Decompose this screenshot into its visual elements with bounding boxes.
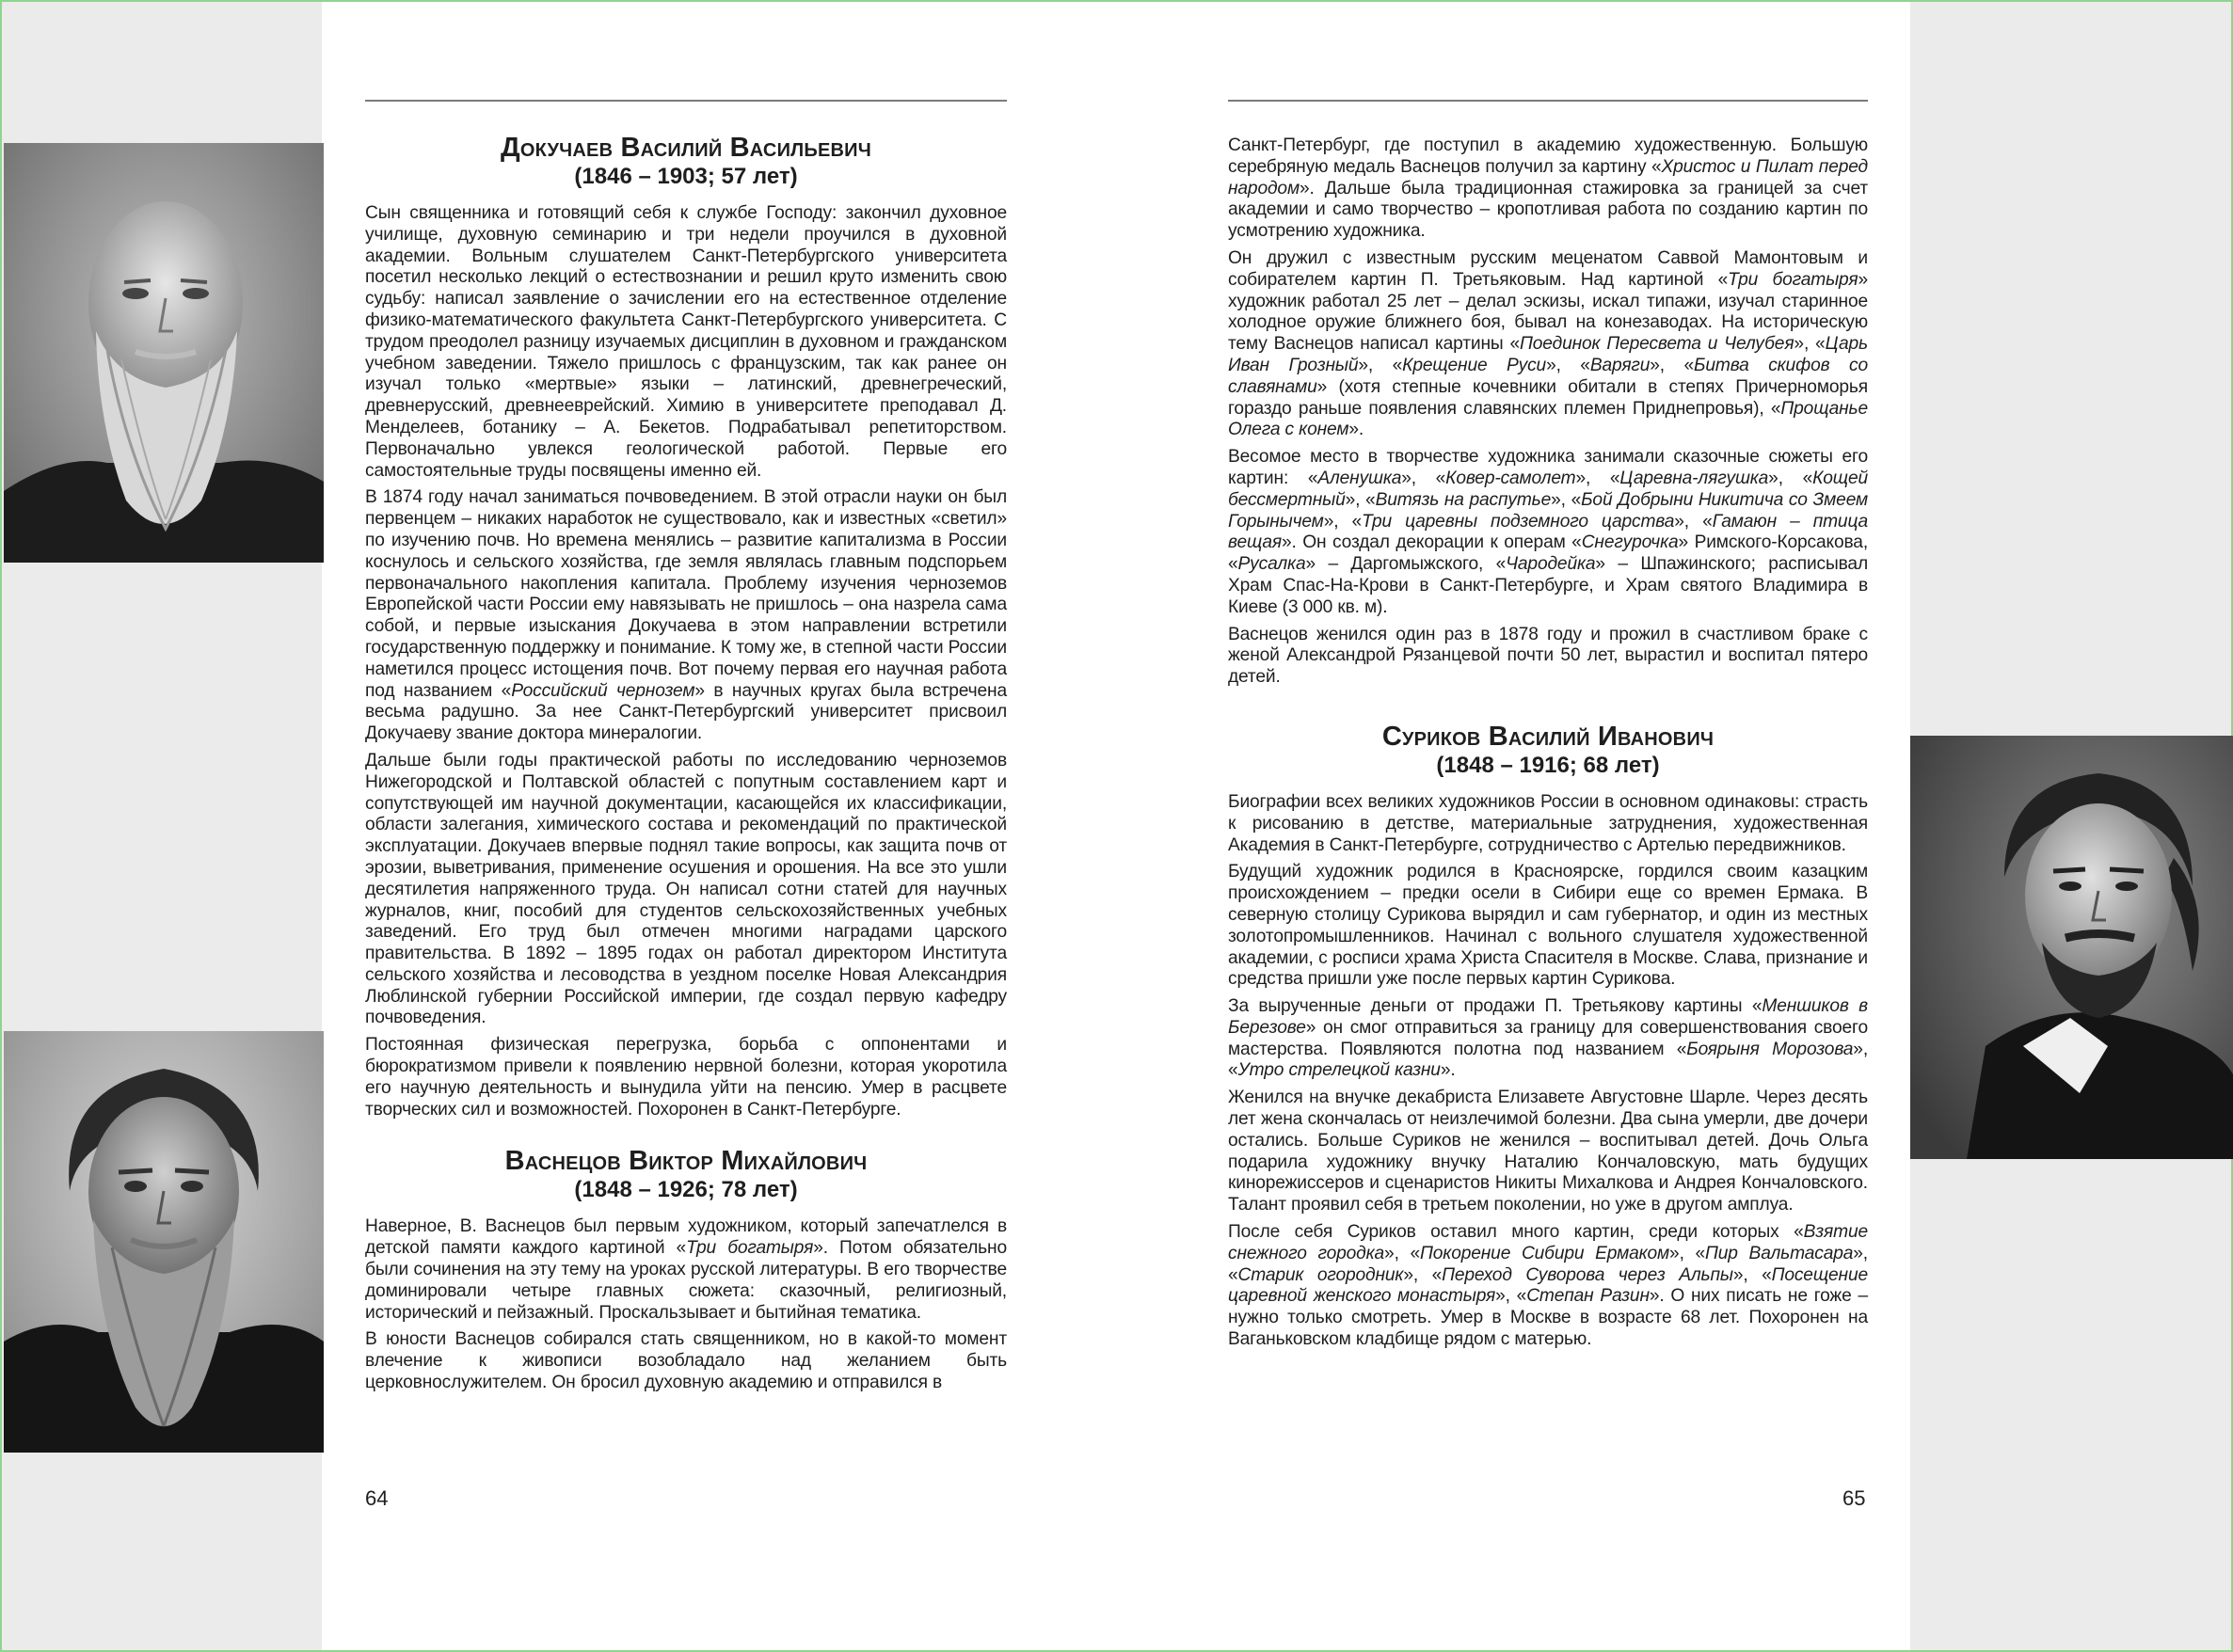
- paragraph: [1228, 862, 1868, 991]
- text-run: В 1874 году начал заниматься почвоведением. В этой отрасли науки он был первенцем – никаких наработок не существовало, как и известных «светил» по изучению почв. Но времена менялись – развитие капитализма в России коснулось и сельского хозяйства, где земля являлась главным подспорьем первоначального накопления капитала. Проблему изучения черноземов Европейской части России ему навязывать не пришлось – она назрела сама собой, и первые изыскания Докучаева в этом направлении встретили государственную поддержку и понимание. К тому же, в степной части России наметился процесс истощения почв. Вот почему первая его научная работа под названием «: [365, 487, 1007, 701]
- left-header-rule: [365, 100, 1007, 102]
- paragraph: [1228, 996, 1868, 1082]
- artwork-title: Витязь на распутье: [1375, 489, 1552, 510]
- surikov-name: Суриков Василий Иванович: [1381, 721, 1715, 752]
- text-run: », «: [1546, 355, 1590, 375]
- paragraph: [1228, 1088, 1868, 1216]
- text-run: Будущий художник родился в Красноярске, гордился своим казацким происхождением – предки осели в Сибири еще со времен Ермака. В северную столицу Сурикова вырядил и сам губернатор, и один из местных золотопромышленников. Начинал с вольного слушателя художественной академии, с росписи храма Христа Спасителя в Москве. Слава, признание и средства пришли уже после первых картин Сурикова.: [1228, 862, 1868, 990]
- artwork-title: Бой Добрыни Никитича со Змеем Горынычем: [1228, 489, 1869, 532]
- paragraph: [1228, 447, 1868, 618]
- artwork-title: Гамаюн – птица вещая: [1228, 511, 1869, 553]
- artwork-title: Христос и Пилат перед народом: [1228, 156, 1869, 199]
- left-column: [365, 132, 1007, 1400]
- artwork-title: Аленушка: [1317, 468, 1402, 488]
- artwork-title: Посещение царевной женского монастыря: [1228, 1264, 1868, 1307]
- text-run: », «: [1650, 355, 1695, 375]
- paragraph: [1228, 248, 1868, 441]
- artwork-title: Чародейка: [1506, 554, 1596, 575]
- text-run: », «: [1403, 1264, 1443, 1285]
- text-run: » художник работал 25 лет – делал эскизы, искал типажи, изучал старинное холодное оружие ближнего боя, бывал на конезаводах. На историческую тему Васнецов написал картины «: [1228, 269, 1868, 355]
- paragraph: [365, 487, 1007, 745]
- artwork-title: Три богатыря: [1728, 269, 1858, 290]
- text-run: », «: [1794, 334, 1826, 355]
- text-run: » Римского-Корсакова, «: [1228, 532, 1869, 575]
- right-column: [1228, 135, 1868, 1357]
- text-run: », «: [1345, 489, 1376, 510]
- right-header-rule: [1228, 100, 1868, 102]
- vasnetsov-heading: [365, 1145, 1007, 1203]
- artwork-title: Варяги: [1589, 355, 1651, 375]
- text-run: Постоянная физическая перегрузка, борьба с оппонентами и бюрократизмом привели к появлению нервной болезни, которая укоротила его научную деятельность и вынудила уйти на пенсию. Умер в расцвете творческих сил и возможностей. Похоронен в Санкт-Петербурге.: [365, 1035, 1007, 1120]
- text-run: », «: [1495, 1286, 1527, 1307]
- artwork-title: Степан Разин: [1526, 1286, 1650, 1307]
- text-run: ». Потом обязательно были сочинения на эту тему на уроках русской литературы. В его творчестве доминировали четыре главных сюжета: сказочный, религиозный, исторический и пейзажный. Проскальзывает и бытийная тематика.: [365, 1238, 1007, 1323]
- artwork-title: Снегурочка: [1581, 532, 1679, 553]
- artwork-title: Русалка: [1237, 554, 1306, 575]
- dokuchaev-heading: [365, 132, 1007, 190]
- vasnetsov-name: Васнецов Виктор Михайлович: [504, 1146, 868, 1177]
- text-run: Дальше были годы практической работы по исследованию черноземов Нижегородской и Полтавской областей с попутным составлением карт и сопутствующей им научной документации, касающейся их классификации, области залегания, химического состава и рекомендаций по практической эксплуатации. Докучаев впервые поднял такие вопросы, как защита почв от эрозии, выветривания, применение осушения и орошения. На все это ушли десятилетия напряженного труда. Он написал сотни статей для научных журналов, книг, пособий для студентов сельскохозяйственных учебных заведений. Его труд был отмечен многими наградами царского правительства. В 1892 – 1895 годах он работал директором Института сельского хозяйства и лесоводства в уездном поселке Новая Александрия Люблинской губернии Российской империи, где создал первую кафедру почвоведения.: [365, 750, 1007, 1028]
- text-run: В юности Васнецов собирался стать священником, но в какой-то момент влечение к живописи возобладало над желанием быть церковнослужителем. Он бросил духовную академию и отправился в: [365, 1329, 1007, 1393]
- dokuchaev-text: [365, 203, 1007, 1120]
- surikov-heading: [1228, 721, 1868, 779]
- text-run: ».: [1348, 420, 1364, 440]
- artwork-title: Утро стрелецкой казни: [1237, 1060, 1441, 1081]
- text-run: Санкт-Петербург, где поступил в академию художественную. Большую серебряную медаль Васнецов получил за картину «: [1228, 135, 1868, 177]
- text-run: ». Он создал декорации к операм «: [1281, 532, 1582, 553]
- artwork-title: Кощей бессмертный: [1228, 468, 1868, 510]
- paragraph: [1228, 625, 1868, 689]
- paragraph: [1228, 135, 1868, 243]
- text-run: », «: [1358, 355, 1403, 375]
- artwork-title: Три царевны подземного царства: [1362, 511, 1675, 532]
- artwork-title: Переход Суворова через Альпы: [1442, 1264, 1733, 1285]
- text-run: », «: [1401, 468, 1446, 488]
- text-run: За вырученные деньги от продажи П. Третьякову картины «: [1228, 996, 1762, 1017]
- artwork-title: Три богатыря: [686, 1238, 814, 1259]
- paragraph: [365, 1329, 1007, 1393]
- surikov-years: (1848 – 1916; 68 лет): [1436, 752, 1660, 778]
- text-run: », «: [1674, 511, 1713, 532]
- artwork-title: Меншиков в Березове: [1228, 996, 1868, 1038]
- text-run: ». Дальше была традиционная стажировка за границей за счет академии и само творчество – кропотливая работа по созданию картин по усмотрению художника.: [1228, 178, 1868, 242]
- text-run: », «: [1323, 511, 1363, 532]
- text-run: ». О них писать не гоже – нужно только смотреть. Умер в Москве в возрасте 68 лет. Похоронен на Ваганьковском кладбище рядом с матерью.: [1228, 1286, 1868, 1350]
- paragraph: [1228, 792, 1868, 856]
- page-number-right: 65: [1842, 1486, 1866, 1510]
- artwork-title: Старик огородник: [1237, 1264, 1404, 1285]
- text-run: », «: [1228, 1039, 1868, 1081]
- paragraph: [365, 1035, 1007, 1120]
- text-run: », «: [1384, 1243, 1421, 1263]
- text-run: » (хотя степные кочевники обитали в степях Причерноморья гораздо раньше появления славянских племен Приднепровья), «: [1228, 376, 1868, 419]
- artwork-title: Боярыня Морозова: [1686, 1039, 1854, 1059]
- artwork-title: Битва скифов со славянами: [1228, 355, 1869, 397]
- text-run: Биографии всех великих художников России в основном одинаковы: страсть к рисованию в детстве, материальные затруднения, художественная Академия в Санкт-Петербурге, сотрудничество с Артелью передвижников.: [1228, 791, 1868, 855]
- dokuchaev-name: Докучаев Василий Васильевич: [501, 133, 871, 163]
- text-run: » – Шпажинского; расписывал Храм Спас-На-Крови в Санкт-Петербурге, и Храм святого Владимира в Киеве (3 000 кв. м).: [1228, 554, 1868, 617]
- portrait-vasnetsov: [4, 1031, 324, 1453]
- text-run: Женился на внучке декабриста Елизавете Августовне Шарле. Через десять лет жена скончалась от неизлечимой болезни. Два сына умерли, две дочери остались. Больше Суриков не женился – воспитывал детей. Дочь Ольга подарила художнику внучку Наталию Кончаловскую, мать будущих кинорежиссеров и сценаристов Никиты Михалкова и Андрея Кончаловского. Талант проявил себя в третьем поколении, но уже в другом амплуа.: [1228, 1088, 1868, 1215]
- text-run: », «: [1575, 468, 1620, 488]
- text-run: Наверное, В. Васнецов был первым художником, который запечатлелся в детской памяти каждого картиной «: [365, 1216, 1007, 1259]
- text-run: », «: [1551, 489, 1582, 510]
- artwork-title: Прощанье Олега с конем: [1228, 398, 1868, 440]
- vasnetsov-years: (1848 – 1926; 78 лет): [574, 1177, 798, 1203]
- page-number-left: 64: [365, 1486, 389, 1510]
- artwork-title: Поединок Пересвета и Челубея: [1520, 334, 1794, 355]
- paragraph: [1228, 1222, 1868, 1351]
- text-run: », «: [1228, 1243, 1868, 1285]
- text-run: » в научных кругах была встречена весьма радушно. За нее Санкт-Петербургский университет присвоил Докучаеву звание доктора минералогии.: [365, 680, 1007, 744]
- paragraph: [365, 751, 1007, 1029]
- text-run: Сын священника и готовящий себя к службе Господу: закончил духовное училище, духовную семинарию и три недели проучился в духовной академии. Вольным слушателем Санкт-Петербургского университета посетил несколько лекций о естествознании и решил круто изменить свою судьбу: написал заявление о зачислении его на естественное отделение физико-математического факультета Санкт-Петербургского университета. С трудом преодолел разницу изучаемых дисциплин в духовном и гражданском учебном заведении. Тяжело пришлось с французским, так как ранее он изучал только «мертвые» языки – латинский, древнегреческий, древнерусский, древнееврейский. Химию в университете преподавал Д. Менделеев, ботанику – А. Бекетов. Подрабатывал репетиторством. Первоначально увлекся геологической работой. Первые его самостоятельные труды посвящены именно ей.: [365, 203, 1007, 481]
- portrait-dokuchaev: [4, 143, 324, 563]
- text-run: », «: [1732, 1264, 1772, 1285]
- text-run: ».: [1440, 1060, 1456, 1081]
- text-run: », «: [1669, 1243, 1706, 1263]
- paragraph: [365, 203, 1007, 482]
- text-run: Весомое место в творчестве художника занимали сказочные сюжеты его картин: «: [1228, 447, 1868, 488]
- artwork-title: Царь Иван Грозный: [1228, 334, 1868, 375]
- portrait-surikov: [1910, 736, 2233, 1159]
- artwork-title: Крещение Руси: [1402, 355, 1547, 375]
- text-run: » он смог отправиться за границу для совершенствования своего мастерства. Появляются полотна под названием «: [1228, 1017, 1868, 1059]
- dokuchaev-years: (1846 – 1903; 57 лет): [574, 164, 798, 189]
- text-run: Васнецов женился один раз в 1878 году и прожил в счастливом браке с женой Александрой Рязанцевой почти 50 лет, вырастил и воспитал пятеро детей.: [1228, 624, 1868, 688]
- vasnetsov-continued-text: [1228, 135, 1868, 689]
- artwork-title: Ковер-самолет: [1445, 468, 1576, 488]
- artwork-title: Царевна-лягушка: [1619, 468, 1769, 488]
- scan-edge-left: [0, 0, 2, 1652]
- artwork-title: Пир Вальтасара: [1705, 1243, 1854, 1263]
- scan-edge-top: [0, 0, 2233, 2]
- artwork-title: Взятие снежного городка: [1228, 1222, 1868, 1263]
- paragraph: [365, 1216, 1007, 1324]
- artwork-title: Покорение Сибири Ермаком: [1420, 1243, 1670, 1263]
- text-run: Он дружил с известным русским меценатом Саввой Мамонтовым и собирателем картин П. Третьяковым. Над картиной «: [1228, 247, 1868, 290]
- text-run: » – Даргомыжского, «: [1305, 554, 1507, 575]
- text-run: После себя Суриков оставил много картин, среди которых «: [1228, 1222, 1804, 1243]
- vasnetsov-text: [365, 1216, 1007, 1393]
- text-run: », «: [1768, 468, 1813, 488]
- surikov-text: [1228, 792, 1868, 1351]
- artwork-title: Российский чернозем: [511, 680, 695, 701]
